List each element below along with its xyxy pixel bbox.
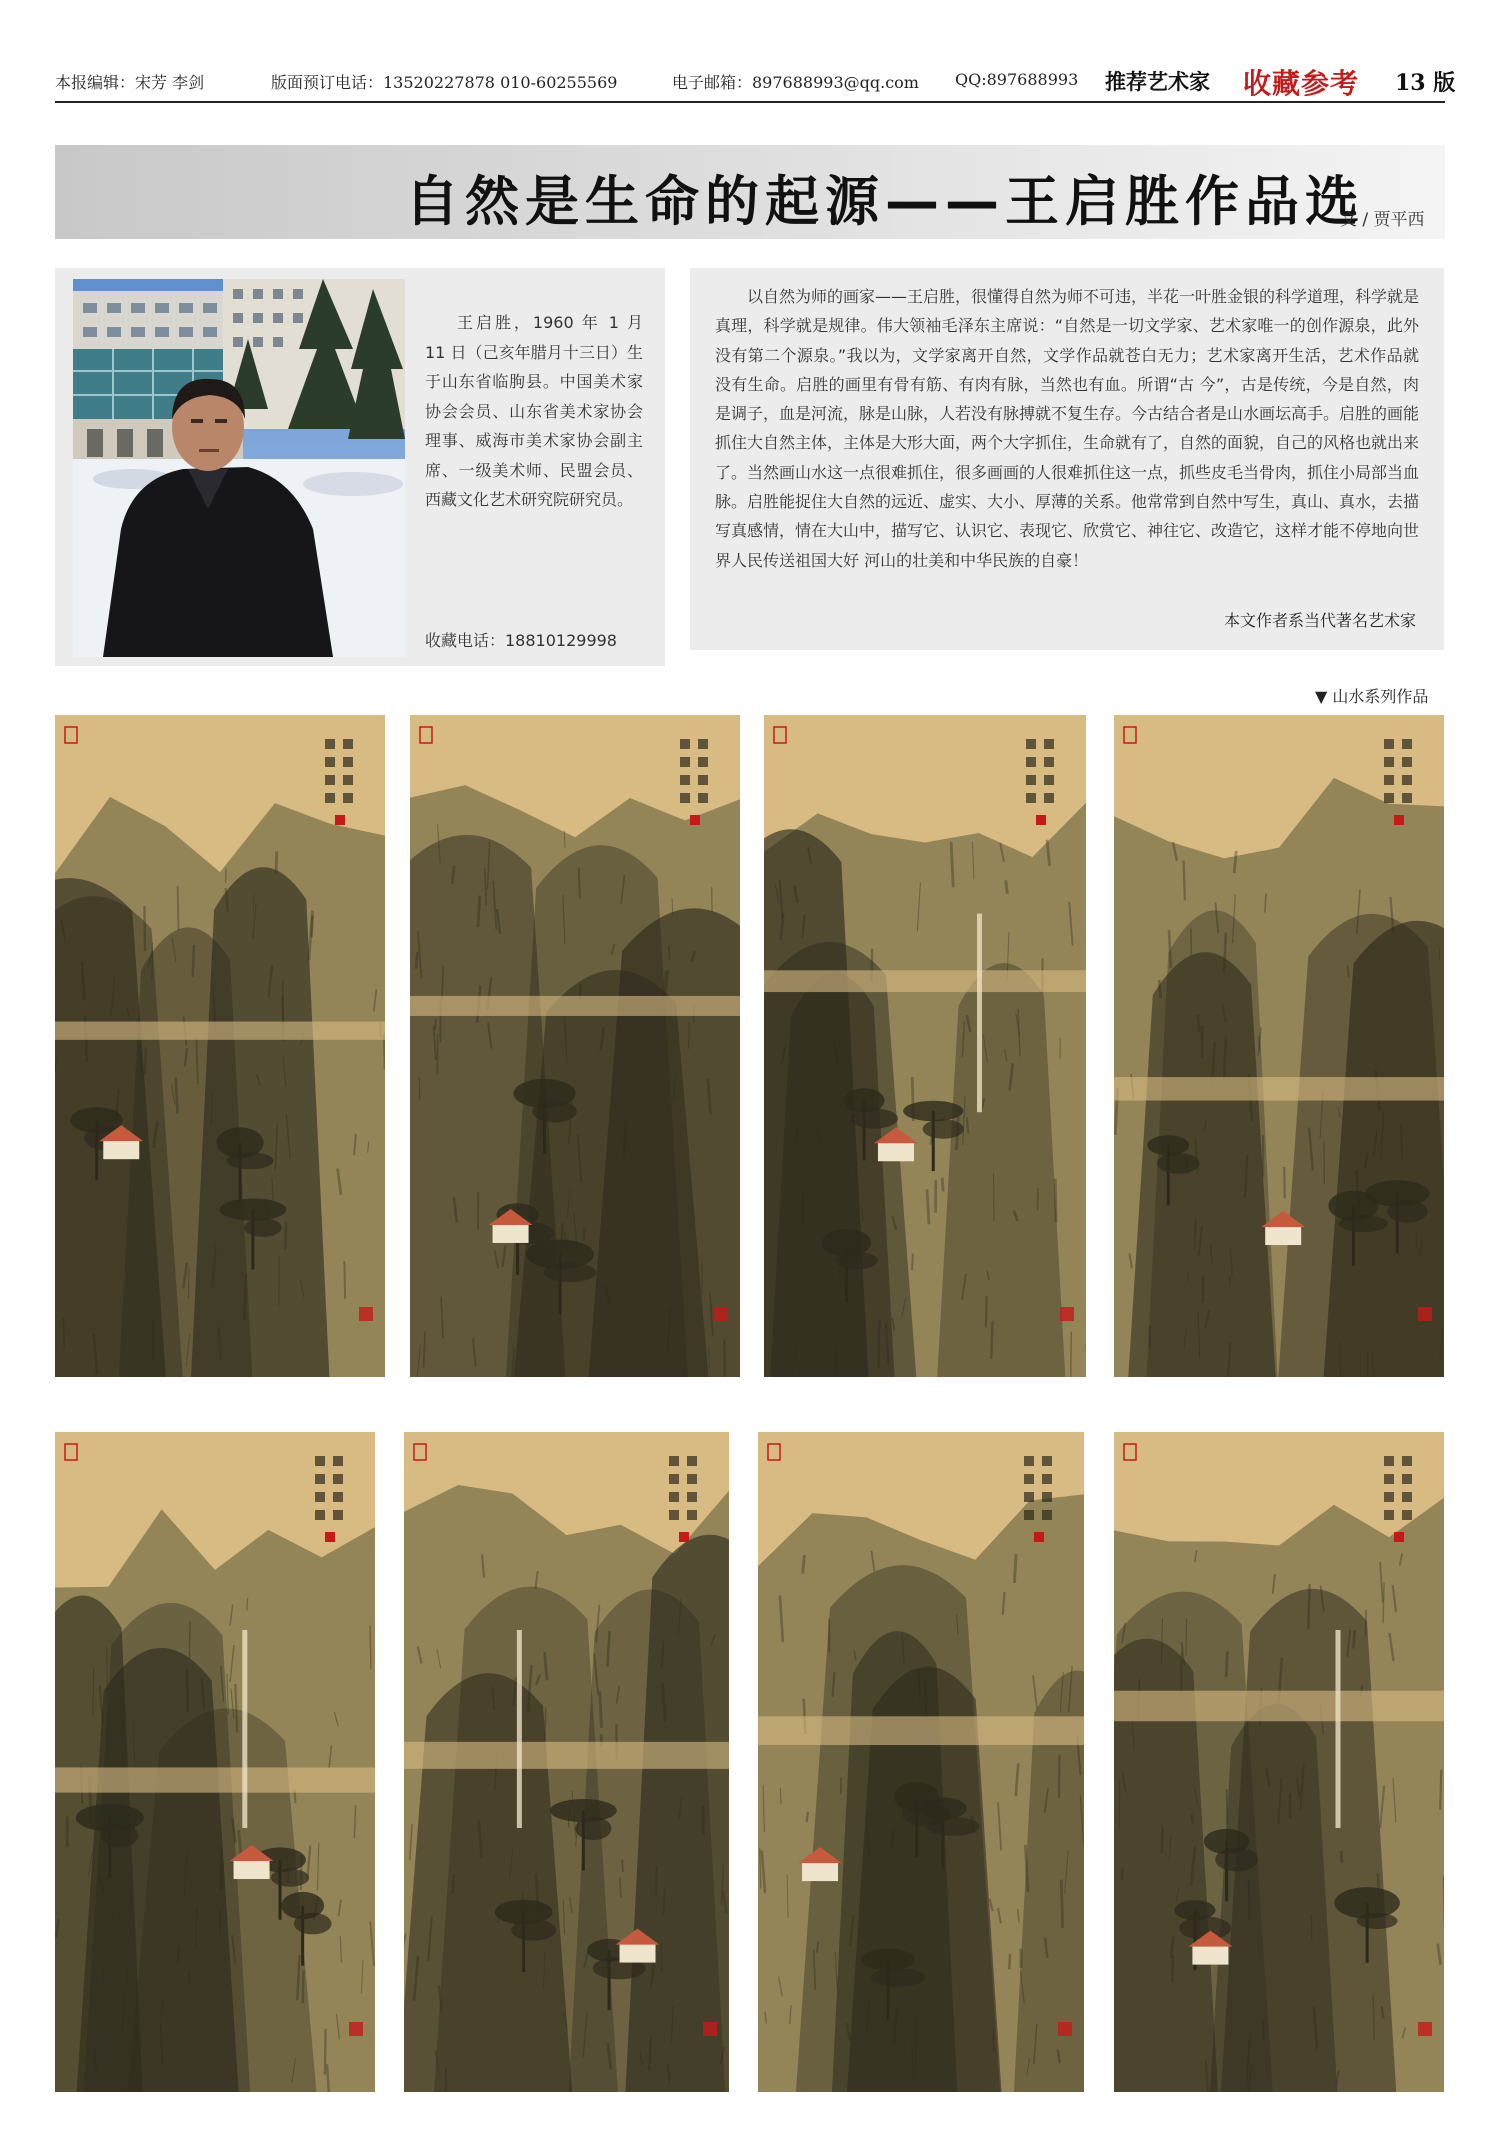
collection-phone: 收藏电话：18810129998 (425, 631, 617, 650)
page-header (55, 64, 1456, 102)
contact-email: 电子邮箱：897688993@qq.com (672, 73, 919, 92)
landscape-painting-5 (55, 1432, 375, 2092)
landscape-painting-2 (410, 715, 740, 1377)
landscape-painting-4 (1114, 715, 1444, 1377)
artist-photo (73, 279, 405, 657)
editors-credit: 本报编辑：宋芳 李剑 (55, 73, 205, 92)
header-divider (55, 101, 1445, 103)
booking-phone: 版面预订电话：13520227878 010-60255569 (271, 73, 618, 92)
landscape-painting-1 (55, 715, 385, 1377)
article-byline: 文 / 贾平西 (1340, 210, 1425, 230)
artist-bio-text: 王启胜，1960 年 1 月 11 日（己亥年腊月十三日）生于山东省临朐县。中国美术家协会会员、山东省美术家协会理事、威海市美术家协会副主席、一级美术师、民盟会员、西藏文化艺术研究院研究员。 (425, 313, 643, 509)
title-banner (55, 145, 1445, 239)
contact-qq: QQ:897688993 (955, 70, 1079, 89)
page-number: 13 版 (1395, 70, 1456, 96)
section-name: 推荐艺术家 (1105, 69, 1210, 94)
newspaper-brand: 收藏参考 (1243, 67, 1360, 100)
article-box (690, 268, 1444, 650)
landscape-painting-3 (764, 715, 1086, 1377)
landscape-painting-7 (758, 1432, 1084, 2092)
landscape-painting-6 (404, 1432, 729, 2092)
landscape-painting-8 (1114, 1432, 1444, 2092)
artist-bio-box (55, 268, 665, 666)
article-body: 以自然为师的画家——王启胜，很懂得自然为师不可违，半花一叶胜金银的科学道理，科学就是真理，科学就是规律。伟大领袖毛泽东主席说：“自然是一切文学家、艺术家唯一的创作源泉，此外没有第二个源泉。”我以为，文学家离开自然，文学作品就苍白无力；艺术家离开生活，艺术作品就没有生命。启胜的画里有骨有筋、有肉有脉，当然也有血。所谓“古 今”，古是传统，今是自然，肉是调子，血是河流，脉是山脉，人若没有脉搏就不复生存。今古结合者是山水画坛高手。启胜的画能抓住大自然主体，主体是大形大面，两个大字抓住，生命就有了，自然的面貌，自己的风格也就出来了。当然画山水这一点很难抓住，很多画画的人很难抓住这一点，抓些皮毛当骨肉，抓住小局部当血脉。启胜能捉住大自然的远近、虚实、大小、厚薄的关系。他常常到自然中写生，真山、真水，去描写真感情，情在大山中，描写它、认识它、表现它、欣赏它、神往它、改造它，这样才能不停地向世界人民传送祖国大好 河山的壮美和中华民族的自豪！ (715, 287, 1420, 570)
article-author-note: 本文作者系当代著名艺术家 (1223, 611, 1416, 630)
page-title: 自然是生命的起源——王启胜作品选 (405, 170, 1365, 233)
series-caption: ▼ 山水系列作品 (1315, 687, 1429, 706)
